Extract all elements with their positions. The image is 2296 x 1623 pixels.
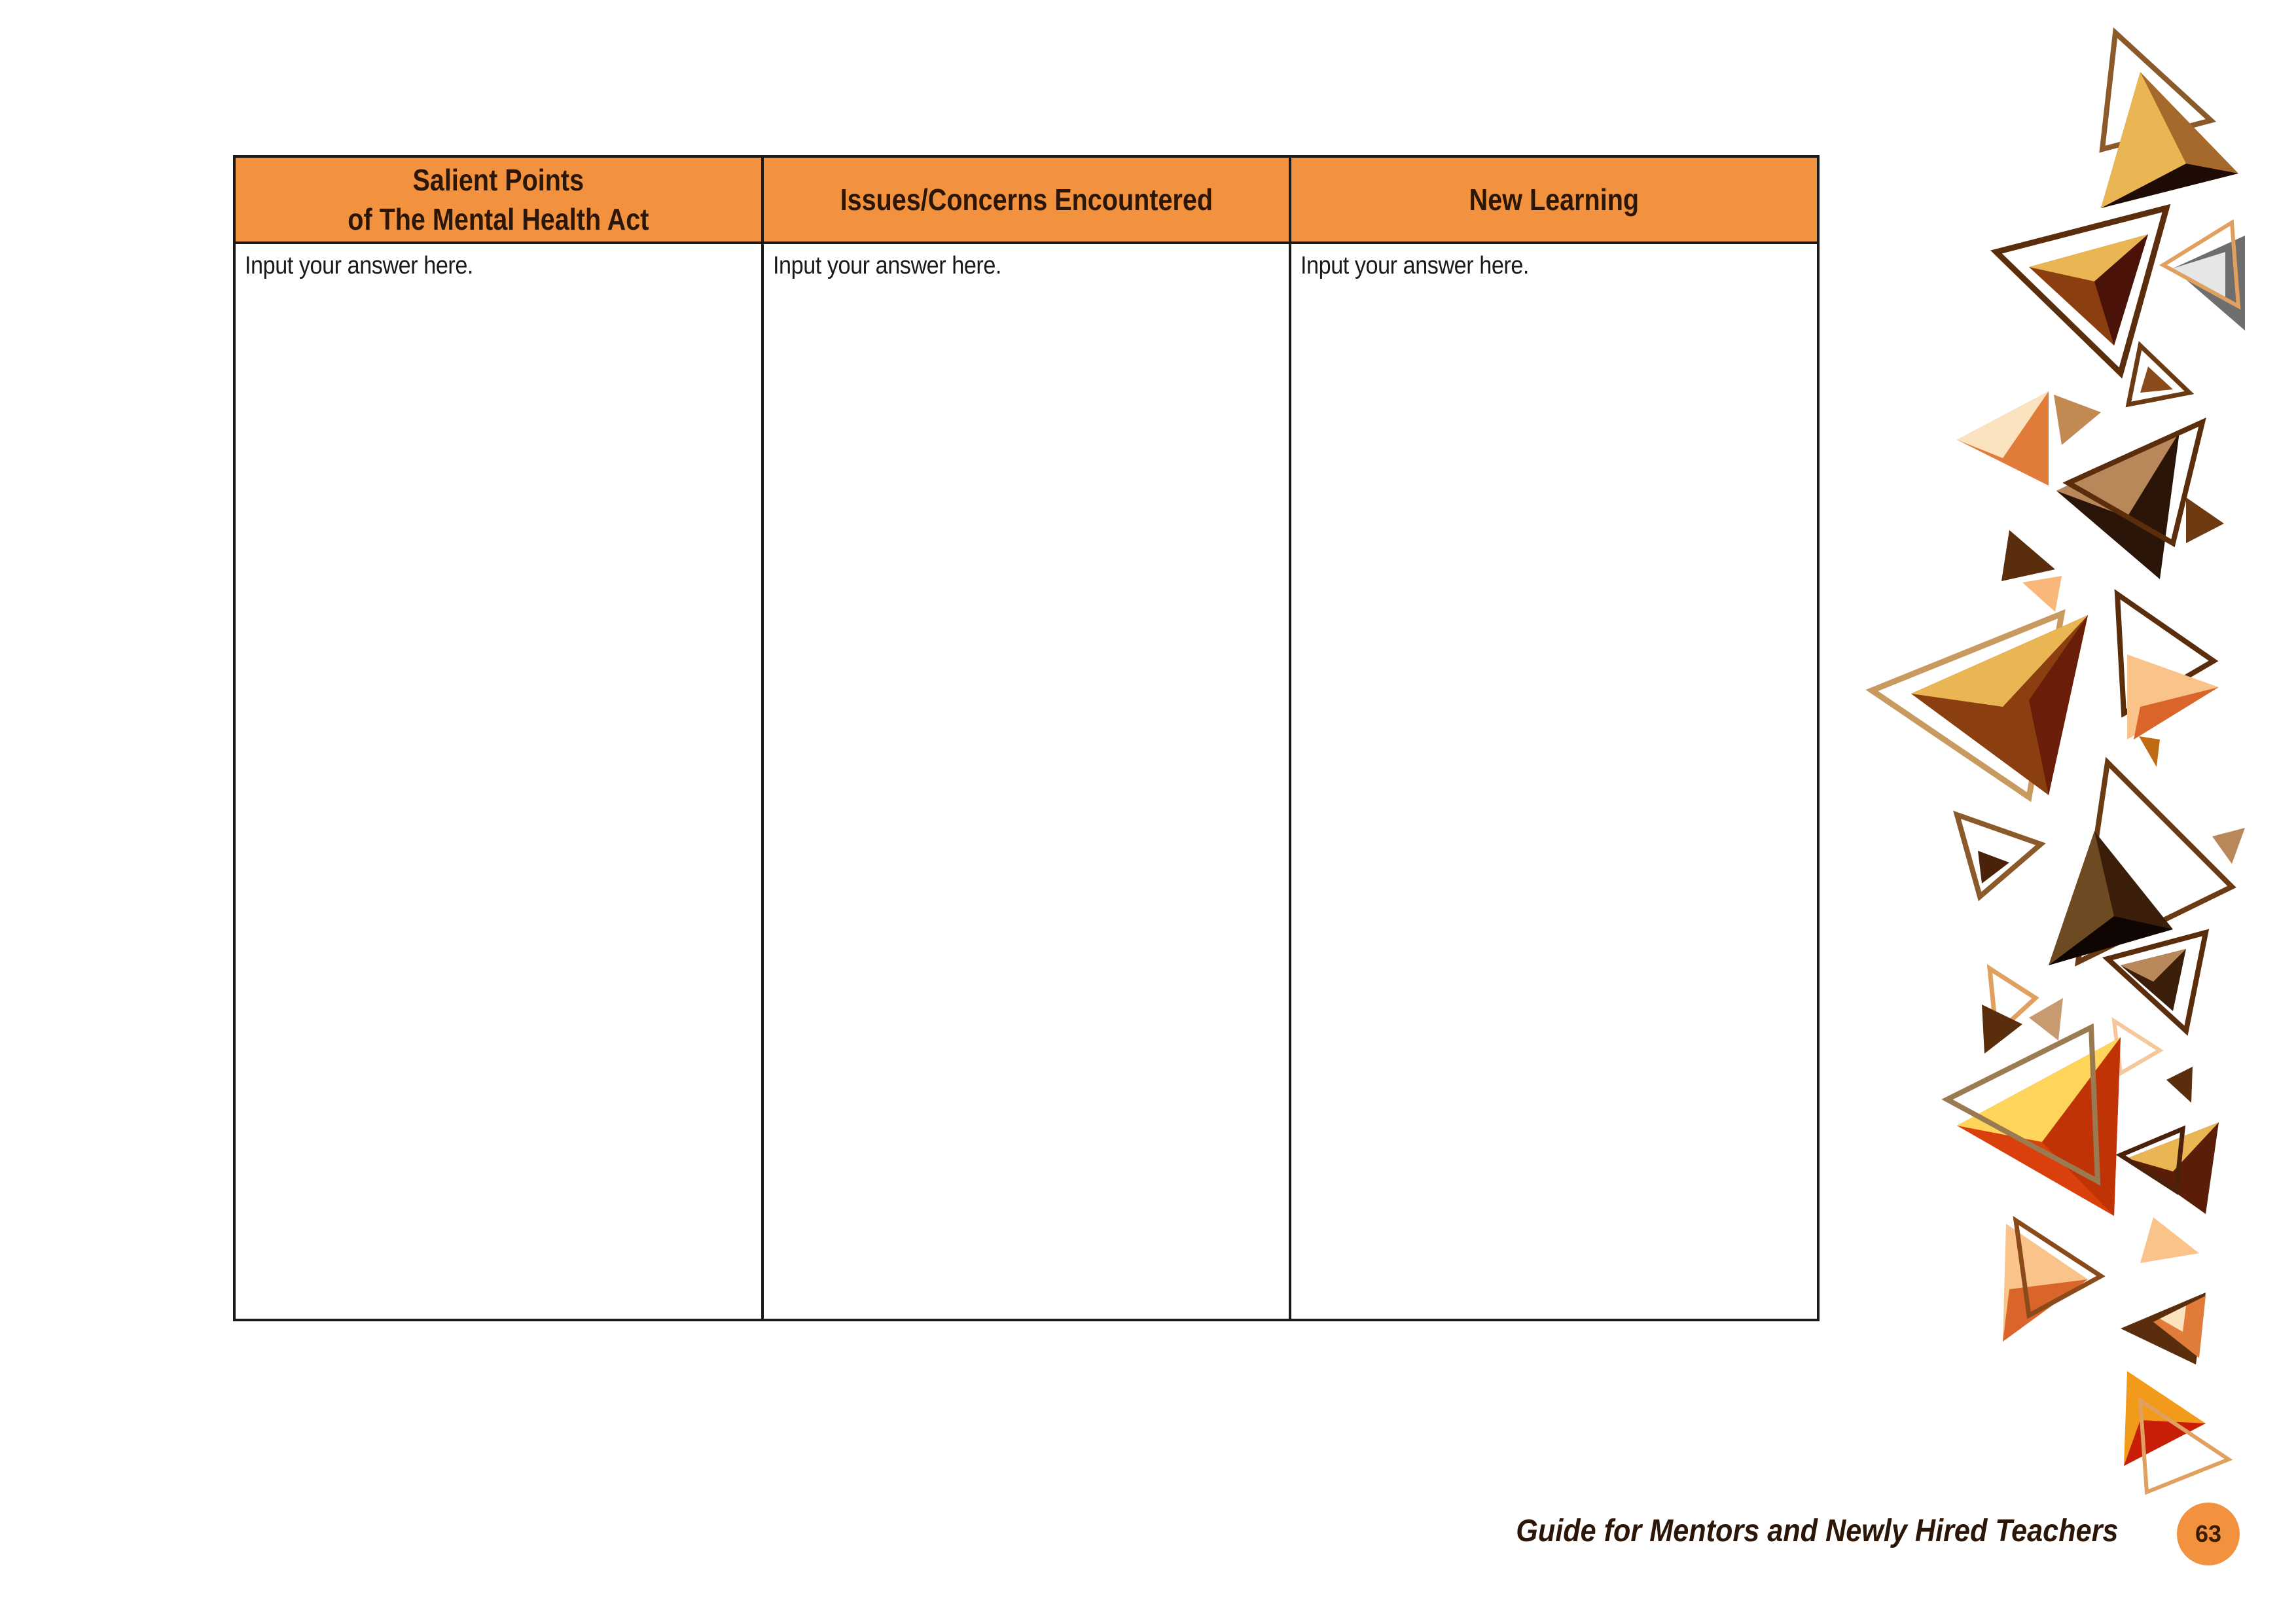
answer-cell-salient-points[interactable] xyxy=(234,243,762,1320)
triangle-shape xyxy=(2022,576,2062,612)
reflection-table xyxy=(233,155,1820,1321)
answer-cell-new-learning[interactable] xyxy=(1290,243,1818,1320)
answer-placeholder: Input your answer here. xyxy=(245,252,473,279)
triangle-shape xyxy=(2139,736,2160,767)
triangle-shape xyxy=(2212,828,2245,864)
footer-guide-title: Guide for Mentors and Newly Hired Teachers xyxy=(1515,1514,2118,1548)
answer-cell-issues-concerns[interactable] xyxy=(762,243,1291,1320)
triangle-shape xyxy=(2054,395,2101,445)
header-line: New Learning xyxy=(1469,183,1640,217)
decorative-triangles xyxy=(1833,0,2296,1623)
triangle-shape xyxy=(1982,1005,2022,1054)
triangle-outline xyxy=(2128,346,2189,404)
header-line: Salient Points xyxy=(412,163,584,197)
header-new-learning xyxy=(1290,156,1818,243)
triangle-shape xyxy=(2186,497,2224,543)
triangle-shape xyxy=(2029,998,2063,1041)
triangle-shape xyxy=(2166,1067,2193,1103)
header-line: of The Mental Health Act xyxy=(348,202,649,236)
triangle-shape xyxy=(2001,530,2055,581)
page-number-badge: 63 xyxy=(2177,1503,2240,1565)
answer-placeholder: Input your answer here. xyxy=(1300,252,1530,279)
triangle-outline xyxy=(1957,815,2041,897)
table-row xyxy=(234,243,1818,1320)
answer-placeholder: Input your answer here. xyxy=(772,252,1001,279)
header-line: Issues/Concerns Encountered xyxy=(840,183,1213,217)
triangle-outline xyxy=(2114,1021,2160,1073)
table-header-row xyxy=(234,156,1818,243)
header-issues-concerns xyxy=(762,156,1291,243)
header-salient-points xyxy=(234,156,762,243)
triangle-shape xyxy=(2140,1217,2199,1263)
